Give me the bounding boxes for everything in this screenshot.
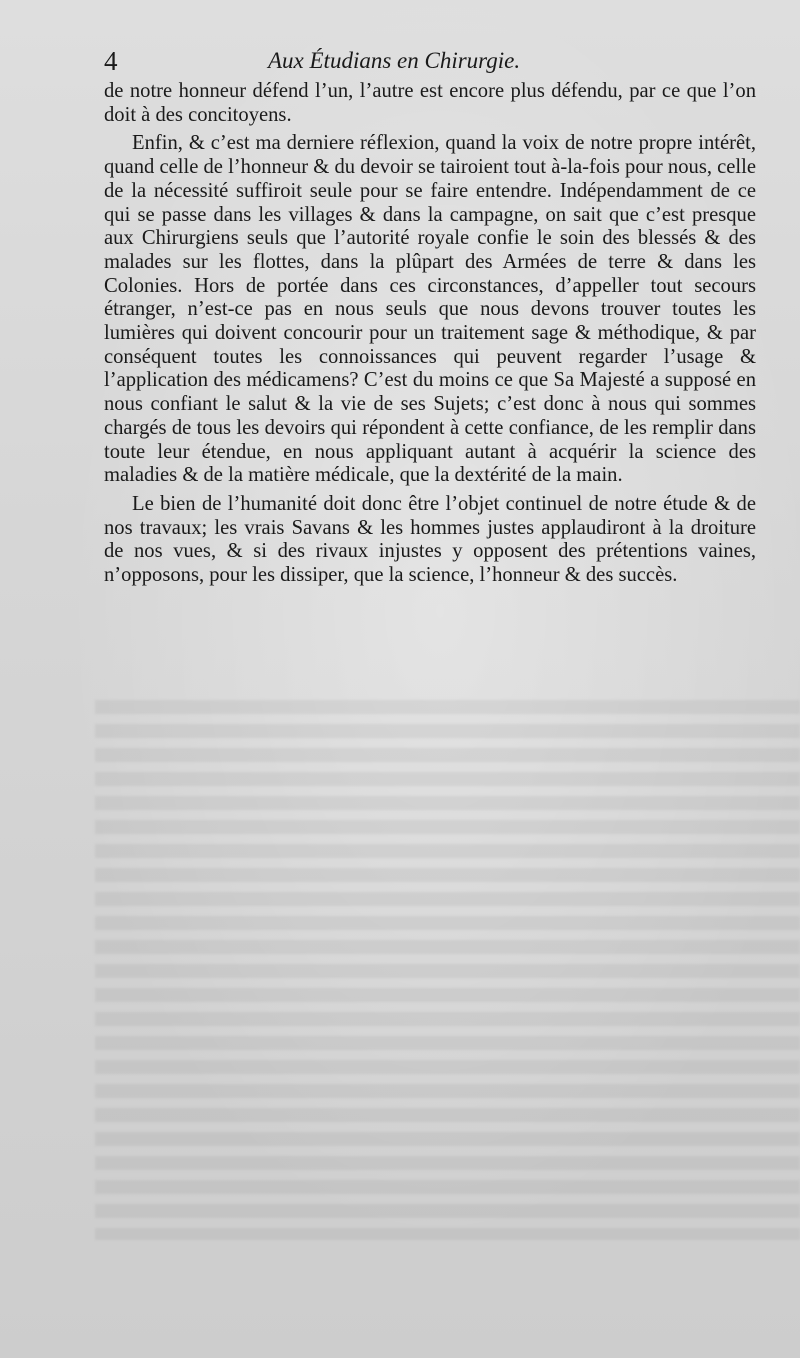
page-number: 4 [104, 46, 118, 76]
page-header [104, 44, 764, 78]
paragraph: Le bien de l’humanité doit donc être l’objet continuel de notre étude & de nos travaux; les vrais Savans & les hommes justes applaudiront à la droiture de nos vues, & si des rivaux injustes y opposent des prétentions vaines, n’opposons, pour les dissiper, que la science, l’honneur & des succès. [104, 492, 756, 587]
bleed-through-shadow [95, 700, 800, 1240]
running-head: Aux Étudians en Chirurgie. [268, 48, 521, 73]
paragraph: Enfin, & c’est ma derniere réflexion, quand la voix de notre propre intérêt, quand celle de l’honneur & du devoir se tairoient tout à-la-fois pour nous, celle de la nécessité suffiroit seule pour se faire entendre. Indépendamment de ce qui se passe dans les villages & dans la campagne, on sait que c’est presque aux Chirurgiens seuls que l’autorité royale confie le soin des blessés & des malades sur les flottes, dans la plûpart des Armées de terre & dans les Colonies. Hors de portée dans ces circonstances, d’appeller tout secours étranger, n’est-ce pas en nous seuls que nous devons trouver toutes les lumières qui doivent concourir pour un traitement sage & méthodique, & par conséquent toutes les connoissances qui peuvent regarder l’usage & l’application des médicamens? C’est du moins ce que Sa Majesté a supposé en nous confiant le salut & la vie de ses Sujets; c’est donc à nous qui sommes chargés de tous les devoirs qui répondent à cette confiance, de les remplir dans toute leur étendue, en nous appliquant autant à acquérir la science des maladies & de la matière médicale, que la dextérité de la main. [104, 132, 756, 487]
paragraph-continuation: de notre honneur défend l’un, l’autre est encore plus défendu, par ce que l’on doit à des concitoyens. [104, 80, 756, 126]
body-text [104, 80, 756, 593]
